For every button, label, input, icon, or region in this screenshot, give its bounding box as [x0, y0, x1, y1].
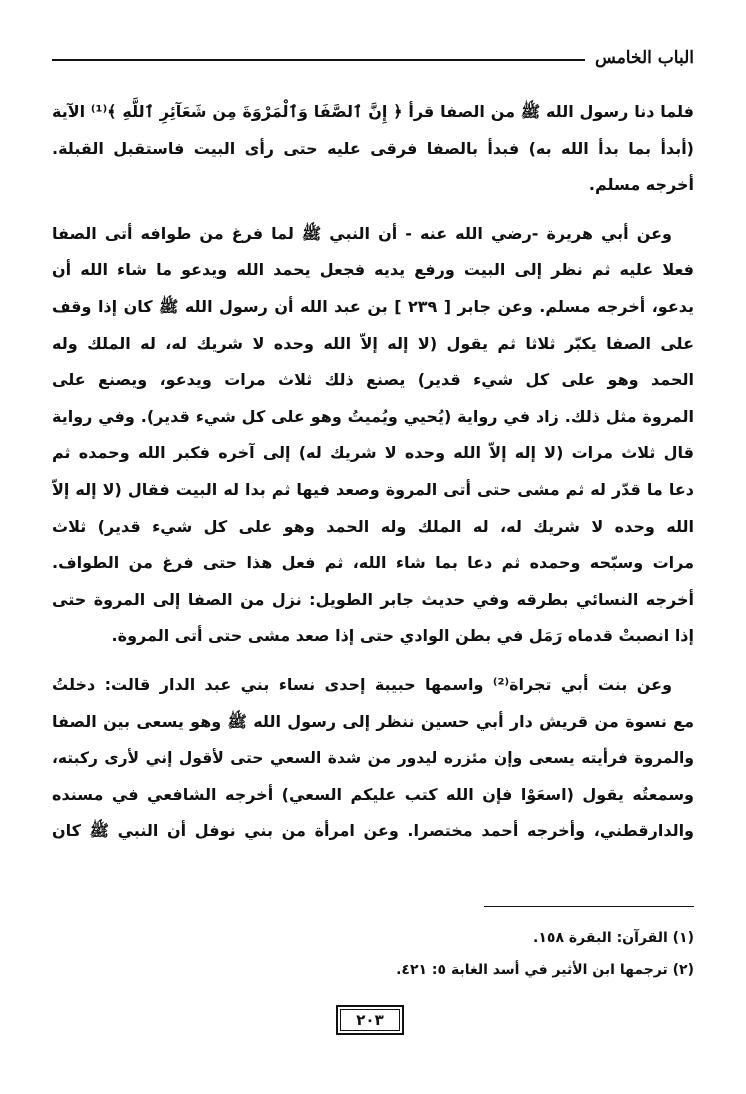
paragraph-gap	[52, 655, 694, 667]
text-line: فعلا عليه ثم نظر إلى البيت ورفع يديه فجعل يحمد الله ويدعو ما شاء الله أن	[52, 260, 694, 280]
text-line: مرات وسبّحه وحمده ثم دعا بما شاء الله، ثم فعل هذا حتى فرغ من الطواف.	[52, 553, 694, 573]
text-line: أخرجه النسائي بطرقه وفي حديث جابر الطويل: نزل من الصفا إلى المروة حتى	[52, 589, 694, 609]
paragraph-gap	[52, 204, 694, 216]
text-line: دعا ما قدّر له ثم مشى حتى أتى المروة وصعد فيها ثم بدا له البيت فقال (لا إله إلاّ	[52, 479, 694, 499]
text-line: المروة مثل ذلك. زاد في رواية (يُحيي ويُميتُ وهو على كل شيء قدير). وفي رواية	[52, 406, 694, 426]
body-text	[52, 94, 694, 850]
text-line: الحمد وهو على كل شيء قدير) يصنع ذلك ثلاث مرات ويدعو، ويصنع على	[52, 370, 694, 390]
text-line: مع نسوة من قريش دار أبي حسين ننظر إلى رسول الله ﷺ وهو يسعى بين الصفا	[52, 711, 694, 731]
page-number-box	[336, 1005, 404, 1035]
text-line: إذا انصبتْ قدماه رَمَل في بطن الوادي حتى إذا صعد مشى حتى أتى المروة.	[111, 626, 694, 646]
text-line: وعن بنت أبي تجراة⁽²⁾ واسمها حبيبة إحدى نساء بني عبد الدار قالت: دخلتُ	[52, 674, 673, 694]
running-header	[52, 38, 694, 78]
text-line: (أبدأ بما بدأ الله به) فبدأ بالصفا فرقى عليه حتى رأى البيت فاستقبل القبلة.	[52, 138, 694, 158]
text-line: فلما دنا رسول الله ﷺ من الصفا قرأ ﴿ إِنَّ ٱلصَّفَا وَٱلْمَرْوَةَ مِن شَعَآئِرِ ٱللَّهِ ﴾⁽¹⁾ الآية	[52, 102, 694, 121]
footnotes	[52, 922, 694, 986]
text-line: والدارقطني، وأخرجه أحمد مختصرا. وعن امرأة من بني نوفل أن النبي ﷺ كان	[52, 821, 694, 841]
text-line: وسمعتُه يقول (اسعَوْا فإن الله كتب عليكم السعي) أخرجه الشافعي في مسنده	[52, 784, 694, 804]
chapter-title: الباب الخامس	[595, 48, 694, 68]
header-rule	[52, 59, 585, 61]
text-line: قال ثلاث مرات (لا إله إلاّ الله وحده لا شريك له) إلى آخره فكبر الله وحمده ثم	[52, 443, 694, 463]
text-line: يدعو، أخرجه مسلم. وعن جابر [ ٢٣٩ ] بن عبد الله أن رسول الله ﷺ كان إذا وقف	[52, 296, 694, 316]
text-line: وعن أبي هريرة -رضي الله عنه - أن النبي ﷺ لما فرغ من طوافه أتى الصفا	[52, 223, 672, 243]
footnote-1: (١) القرآن: البقرة ١٥٨.	[533, 930, 694, 946]
footnote-2: (٢) ترجمها ابن الأثير في أسد الغابة ٥: ٤٢١.	[396, 962, 694, 978]
text-line: الله وحده لا شريك له، له الملك وله الحمد وهو على كل شيء قدير) ثلاث	[52, 516, 694, 536]
text-line: والمروة فرأيته يسعى وإن مئزره ليدور من شدة السعي حتى لأقول إني لأرى ركبته،	[52, 749, 694, 768]
text-line: أخرجه مسلم.	[588, 175, 694, 195]
text-line: على الصفا يكبّر ثلاثا ثم يقول (لا إله إلاّ الله وحده لا شريك له، له الملك وله	[52, 333, 694, 353]
page-number: ٢٠٣	[340, 1009, 400, 1031]
footnote-separator	[484, 906, 694, 907]
